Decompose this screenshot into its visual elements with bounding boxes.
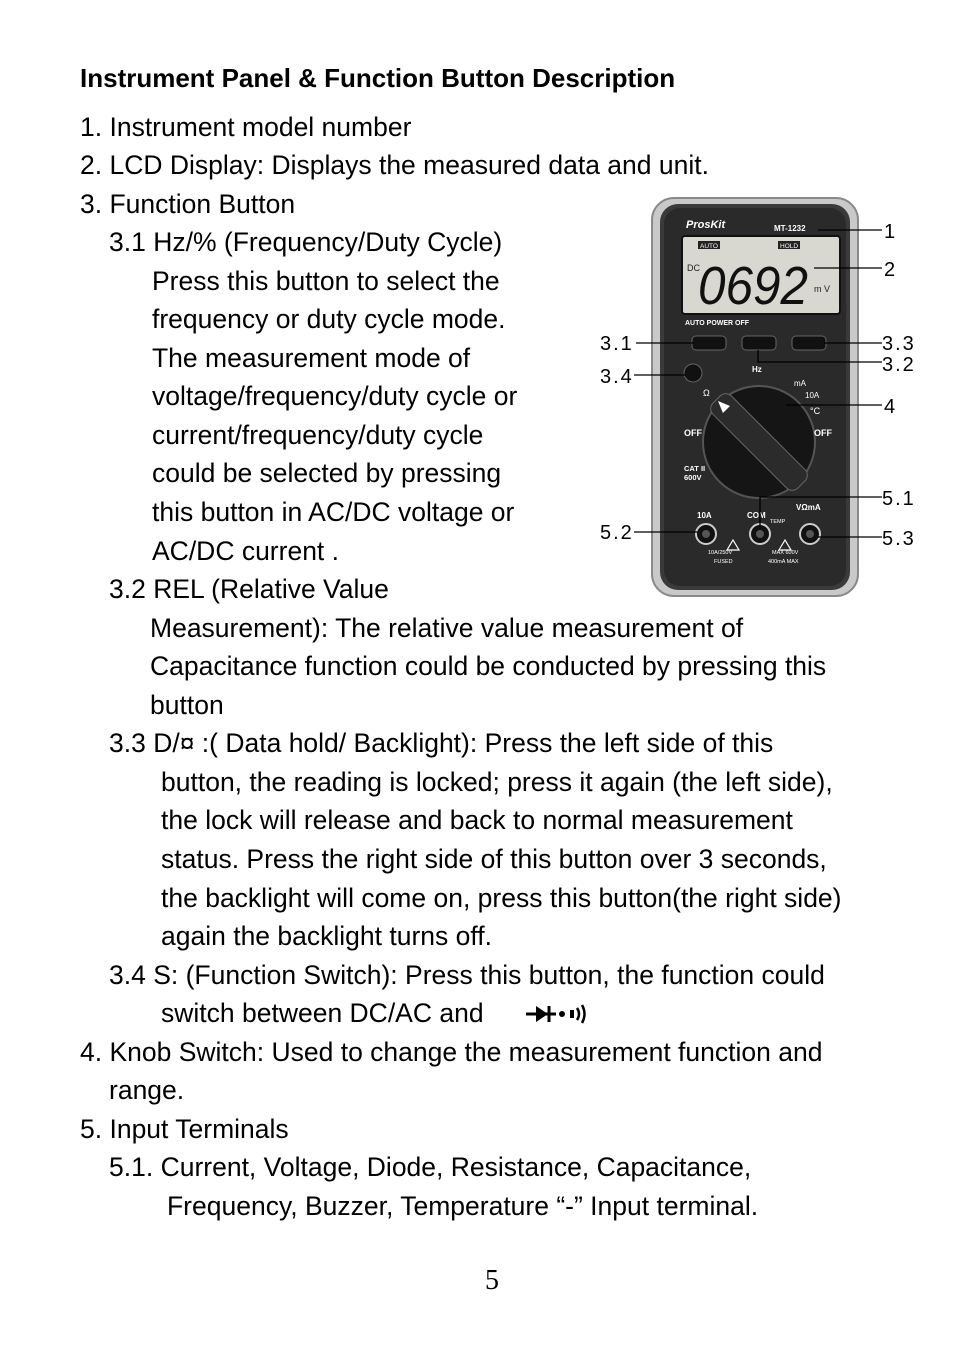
callout-3-1: 3.1 [600,333,634,355]
button-select [684,364,702,382]
temp-label: TEMP [770,519,786,525]
line-3-1-f: could be selected by pressing [152,458,502,488]
max-current-label: 400mA MAX [768,559,799,565]
line-3-4-a: switch between DC/AC and [161,998,484,1028]
line-5: 5. Input Terminals [80,1114,289,1144]
auto-power-off-label: AUTO POWER OFF [685,320,750,327]
line-4-a: range. [109,1075,185,1105]
callout-3-4: 3.4 [600,366,634,388]
off-left-label: OFF [684,428,702,438]
line-4: 4. Knob Switch: Used to change the measurement function and [80,1037,823,1067]
line-3-2-c: button [150,690,224,720]
hz-label: Hz [752,365,762,374]
line-3-3-c: status. Press the right side of this button over 3 seconds, [161,844,827,874]
line-3-1-b: frequency or duty cycle mode. [152,304,506,334]
line-3-1-c: The measurement mode of [152,343,471,373]
line-3-3: 3.3 D/¤ :( Data hold/ Backlight): Press the left side of this [109,728,774,758]
ma-label: mA [794,379,806,388]
line-1: 1. Instrument model number [80,112,412,142]
line-5-1-a: Frequency, Buzzer, Temperature “-” Input terminal. [167,1191,759,1221]
line-3-1-h: AC/DC current . [152,536,340,566]
fuse-rating-label: 10A/250V [708,550,733,556]
line-3-3-b: the lock will release and back to normal measurement [161,805,793,835]
line-3-1-d: voltage/frequency/duty cycle or [152,381,518,411]
button-hold [792,336,826,350]
a10-label: 10A [805,391,820,400]
line-3-3-e: again the backlight turns off. [161,921,492,951]
page-number: 5 [485,1265,499,1296]
max-voltage-label: MAX 600V [772,550,799,556]
callout-1: 1 [884,221,896,243]
line-3-1-a: Press this button to select the [152,266,500,296]
lcd-auto: AUTO [700,243,718,250]
brand-label: ProsKit [686,219,726,231]
cat-voltage-label: 600V [684,473,702,482]
button-hz [692,336,726,350]
terminal-10a-label: 10A [697,511,712,520]
terminal-vma-label: VΩmA [796,503,821,512]
model-label: MT-1232 [774,224,806,233]
callout-2: 2 [884,259,896,281]
callout-5-3: 5.3 [882,528,916,550]
lcd-dc: DC [687,263,700,273]
line-3-4: 3.4 S: (Function Switch): Press this button, the function could [109,960,825,990]
terminal-com-label: COM [747,511,766,520]
callout-5-2: 5.2 [600,522,634,544]
lcd-hold: HOLD [780,243,799,250]
fused-label: FUSED [714,559,733,565]
button-rel [742,336,776,350]
callout-3-2: 3.2 [882,354,916,376]
line-3-1-g: this button in AC/DC voltage or [152,497,515,527]
lcd-unit: m V [814,284,831,294]
line-2: 2. LCD Display: Displays the measured data and unit. [80,150,709,180]
section-heading: Instrument Panel & Function Button Description [80,63,676,93]
multimeter-figure [596,192,936,602]
diode-buzzer-icon [526,1003,588,1025]
line-3-1-e: current/frequency/duty cycle [152,420,484,450]
line-3-2-a: Measurement): The relative value measurement of [150,613,744,643]
callout-4: 4 [884,396,896,418]
off-right-label: OFF [814,428,832,438]
celsius-label: °C [810,406,821,416]
callout-5-1: 5.1 [882,488,916,510]
line-5-1: 5.1. Current, Voltage, Diode, Resistance, Capacitance, [109,1152,752,1182]
line-3-3-a: button, the reading is locked; press it again (the left side), [161,767,833,797]
callout-3-3: 3.3 [882,333,916,355]
omega-label: Ω [703,388,710,398]
line-3-1: 3.1 Hz/% (Frequency/Duty Cycle) [109,227,503,257]
line-3: 3. Function Button [80,189,296,219]
line-3-2-b: Capacitance function could be conducted by pressing this [150,651,827,681]
line-3-2: 3.2 REL (Relative Value [109,574,389,604]
lcd-reading: 0692 [698,256,808,316]
cat-label: CAT II [684,464,706,473]
line-3-3-d: the backlight will come on, press this button(the right side) [161,883,842,913]
